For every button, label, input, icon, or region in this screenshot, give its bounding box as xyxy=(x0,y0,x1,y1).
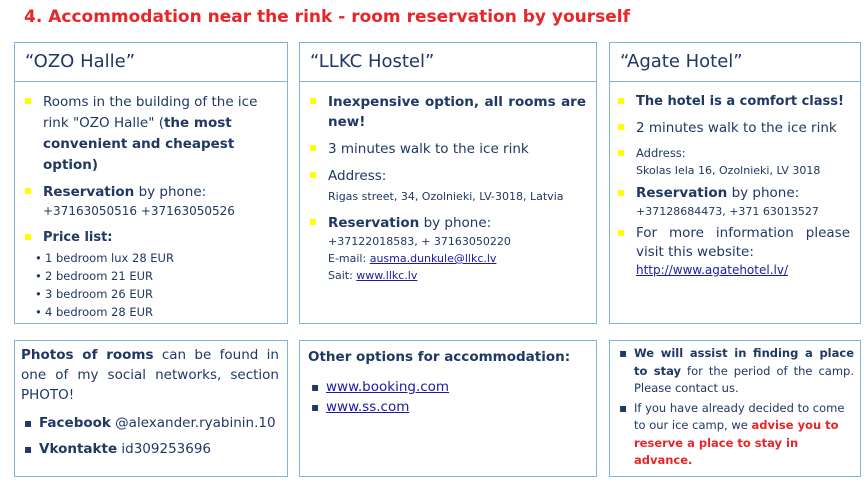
bullet-icon xyxy=(310,98,316,104)
llkc-phones: +37122018583, + 37163050220 xyxy=(328,235,511,248)
other-options-card xyxy=(299,340,597,477)
list-item: Reservation by phone: +37122018583, + 37163050220 E-mail: ausma.dunkule@llkc.lv Sait: www.llkc.lv xyxy=(310,213,586,284)
bullet-icon xyxy=(618,230,624,236)
photos-card: Photos of rooms can be found in one of my social networks, section PHOTO! ▪ Facebook @alexander.ryabinin.10 ▪ Vkontakte id309253696 xyxy=(14,340,288,477)
bullet-icon xyxy=(618,190,624,196)
list-item: For more information please visit this website: http://www.agatehotel.lv/ xyxy=(618,224,850,279)
bullet-icon xyxy=(618,124,624,130)
list-item: ▪ If you have already decided to come to our ice camp, we advise you to reserve a place to stay in advance. xyxy=(619,400,845,467)
bullet-icon: ▪ xyxy=(619,346,628,360)
price-list xyxy=(35,249,277,321)
bullet-icon xyxy=(25,188,31,194)
llkc-email-link[interactable]: ausma.dunkule@llkc.lv xyxy=(369,252,497,265)
page-title: 4. Accommodation near the rink - room reservation by yourself xyxy=(24,7,631,27)
list-item: Reservation by phone: +37163050516 +37163050526 xyxy=(25,182,277,220)
llkc-hostel-card xyxy=(299,42,597,324)
price-item: • 2 bedroom 21 EUR xyxy=(35,267,277,285)
bullet-icon xyxy=(618,150,624,156)
bullet-icon: ▪ xyxy=(311,400,320,414)
bullet-icon: ▪ xyxy=(619,400,628,415)
other-options-heading: Other options for accommodation: xyxy=(308,349,571,365)
bullet-icon xyxy=(25,234,31,240)
list-item xyxy=(308,397,596,417)
bullet-icon xyxy=(618,98,624,104)
llkc-address: Rigas street, 34, Ozolnieki, LV-3018, Latvia xyxy=(328,190,564,203)
list-item: ▪ We will assist in finding a place to stay for the period of the camp. Please contact us. xyxy=(619,346,854,395)
booking-link[interactable]: www.booking.com xyxy=(326,379,450,395)
bullet-icon: ▪ xyxy=(24,416,33,430)
bullet-icon xyxy=(25,98,31,104)
llkc-hostel-header: “LLKC Hostel” xyxy=(300,43,596,82)
price-item: • 1 bedroom lux 28 EUR xyxy=(35,249,277,267)
assist-card xyxy=(609,340,861,477)
bullet-icon: ▪ xyxy=(24,442,33,456)
list-item: 2 minutes walk to the ice rink xyxy=(618,118,850,138)
bullet-icon: ▪ xyxy=(311,380,320,394)
ozo-halle-header: “OZO Halle” xyxy=(15,43,287,82)
facebook-item: ▪ Facebook @alexander.ryabinin.10 xyxy=(24,415,276,431)
list-item: 3 minutes walk to the ice rink xyxy=(310,139,586,159)
list-item: Address: Skolas Iela 16, Ozolnieki, LV 3018 xyxy=(618,144,850,179)
list-item: Rooms in the building of the ice rink "OZO Halle" (the most convenient and cheapest option) xyxy=(25,92,277,176)
agate-address: Skolas Iela 16, Ozolnieki, LV 3018 xyxy=(636,164,821,177)
ozo-phones: +37163050516 +37163050526 xyxy=(43,204,235,218)
bullet-icon xyxy=(310,219,316,225)
agate-hotel-card xyxy=(609,42,861,324)
bullet-icon xyxy=(310,172,316,178)
ss-link[interactable]: www.ss.com xyxy=(326,399,410,415)
llkc-site-link[interactable]: www.llkc.lv xyxy=(356,269,418,282)
price-item: • 4 bedroom 28 EUR xyxy=(35,303,277,321)
agate-hotel-header: “Agate Hotel” xyxy=(610,43,860,82)
agate-website-link[interactable]: http://www.agatehotel.lv/ xyxy=(636,263,788,277)
list-item: Price list: • 1 bedroom lux 28 EUR • 2 bedroom 21 EUR • 3 bedroom 26 EUR • 4 bedroom 28 EUR xyxy=(25,228,277,321)
list-item xyxy=(308,377,596,397)
bullet-icon xyxy=(310,145,316,151)
list-item: The hotel is a comfort class! xyxy=(618,92,850,112)
price-item: • 3 bedroom 26 EUR xyxy=(35,285,277,303)
agate-phones: +37128684473, +371 63013527 xyxy=(636,205,819,218)
list-item: Inexpensive option, all rooms are new! xyxy=(310,92,586,132)
vkontakte-item: ▪ Vkontakte id309253696 xyxy=(24,441,212,457)
ozo-halle-card xyxy=(14,42,288,324)
list-item: Address: Rigas street, 34, Ozolnieki, LV-3018, Latvia xyxy=(310,166,586,205)
list-item: Reservation by phone: +37128684473, +371 63013527 xyxy=(618,184,850,220)
